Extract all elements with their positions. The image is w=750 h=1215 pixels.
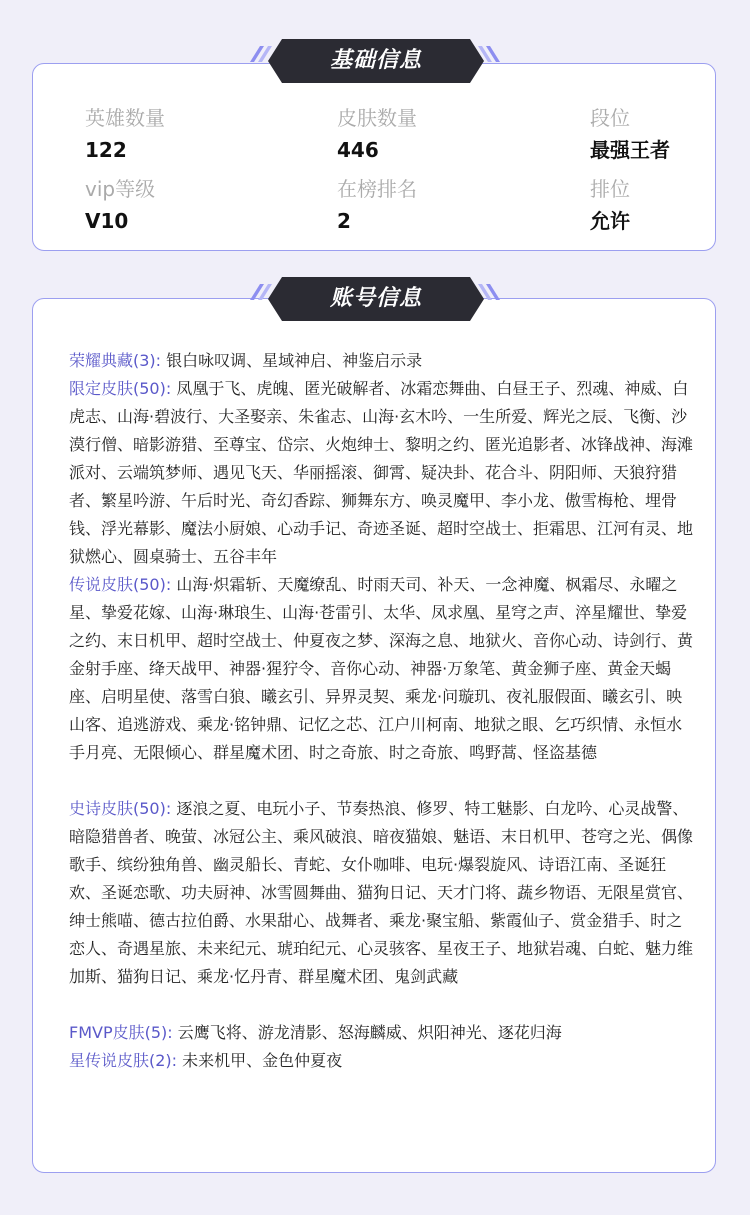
banner-title: 账号信息 xyxy=(329,286,422,311)
section-label: 荣耀典藏(3): xyxy=(69,351,162,370)
stat-value: 最强王者 xyxy=(590,138,670,162)
stat-ranked-allowed xyxy=(590,177,630,233)
stat-vip-level xyxy=(85,177,155,233)
stat-label: 皮肤数量 xyxy=(337,106,417,130)
section-honor-collection xyxy=(69,347,695,375)
stat-value: 允许 xyxy=(590,209,630,233)
stat-value: V10 xyxy=(85,209,129,233)
basic-info-banner xyxy=(248,38,504,84)
section-fmvp-skins xyxy=(69,1019,695,1047)
section-text: 未来机甲、金色仲夏夜 xyxy=(182,1051,343,1070)
basic-info-card xyxy=(32,63,716,251)
section-star-legend-skins xyxy=(69,1047,695,1075)
section-text: 山海·炽霜斩、天魔缭乱、时雨天司、补天、一念神魔、枫霜尽、永曜之星、挚爱花嫁、山海·琳琅生、山海·苍雷引、太华、凤求凰、星穹之声、淬星耀世、挚爱之约、末日机甲、超时空战士、仲夏夜之梦、深海之息、地狱火、音你心动、诗剑行、黄金射手座、绛天战甲、神器·猩狞令、音你心动、神器·万象笔、黄金狮子座、黄金天蝎座、启明星使、落雪白狼、曦玄引、异界灵契、乘龙·问璇玑、夜礼服假面、曦玄引、映山客、追逃游戏、乘龙·铭钟鼎、记忆之芯、江户川柯南、地狱之眼、乞巧织情、永恒水手月亮、无限倾心、群星魔术团、时之奇旅、时之奇旅、鸣野蒿、怪盗基德 xyxy=(69,575,694,762)
stat-leaderboard-rank xyxy=(337,177,417,233)
section-text: 凤凰于飞、虎魄、匿光破解者、冰霜恋舞曲、白昼王子、烈魂、神威、白虎志、山海·碧波行、大圣娶亲、朱雀志、山海·玄木吟、一生所爱、辉光之辰、飞衡、沙漠行僧、暗影游猎、至尊宝、岱宗、火炮绅士、黎明之约、匿光追影者、冰锋战神、海滩派对、云端筑梦师、遇见飞天、华丽摇滚、御霄、疑决卦、花合斗、阴阳师、天狼狩猎者、繁星吟游、午后时光、奇幻香踪、狮舞东方、唤灵魔甲、李小龙、傲雪梅枪、埋骨钱、浮光幕影、魔法小厨娘、心动手记、奇迹圣诞、超时空战士、拒霜思、江河有灵、地狱燃心、圆桌骑士、五谷丰年 xyxy=(69,379,694,566)
stat-label: 英雄数量 xyxy=(85,106,165,130)
stat-rank-tier xyxy=(590,106,670,162)
stat-hero-count xyxy=(85,106,165,162)
section-label: 史诗皮肤(50): xyxy=(69,799,172,818)
section-limited-skins xyxy=(69,375,695,571)
section-label: 星传说皮肤(2): xyxy=(69,1051,178,1070)
account-info-banner xyxy=(248,276,504,322)
section-label: 传说皮肤(50): xyxy=(69,575,172,594)
stat-skin-count xyxy=(337,106,417,162)
stat-label: 在榜排名 xyxy=(337,177,417,201)
section-legend-skins xyxy=(69,571,695,767)
stat-value: 446 xyxy=(337,138,379,162)
section-text: 逐浪之夏、电玩小子、节奏热浪、修罗、特工魅影、白龙吟、心灵战警、暗隐猎兽者、晚萤、冰冠公主、乘风破浪、暗夜猫娘、魅语、末日机甲、苍穹之光、偶像歌手、缤纷独角兽、幽灵船长、青蛇、女仆咖啡、电玩·爆裂旋风、诗语江南、圣诞狂欢、圣诞恋歌、功夫厨神、冰雪圆舞曲、猫狗日记、天才门将、蔬乡物语、无限星赏官、绅士熊喵、德古拉伯爵、水果甜心、战舞者、乘龙·聚宝船、紫霞仙子、赏金猎手、时之恋人、奇遇星旅、未来纪元、琥珀纪元、心灵骇客、星夜王子、地狱岩魂、白蛇、魅力维加斯、猫狗日记、乘龙·忆丹青、群星魔术团、鬼剑武藏 xyxy=(69,799,694,986)
skin-sections xyxy=(69,347,695,1075)
section-text: 云鹰飞将、游龙清影、怒海麟威、炽阳神光、逐花归海 xyxy=(177,1023,562,1042)
section-text: 银白咏叹调、星域神启、神鉴启示录 xyxy=(166,351,423,370)
section-label: FMVP皮肤(5): xyxy=(69,1023,173,1042)
banner-title: 基础信息 xyxy=(329,48,422,73)
section-epic-skins xyxy=(69,795,695,991)
stat-label: vip等级 xyxy=(85,177,156,201)
stat-value: 122 xyxy=(85,138,127,162)
stat-value: 2 xyxy=(337,209,351,233)
section-label: 限定皮肤(50): xyxy=(69,379,172,398)
account-info-card xyxy=(32,298,716,1173)
stat-label: 排位 xyxy=(590,177,630,201)
stat-label: 段位 xyxy=(590,106,630,130)
